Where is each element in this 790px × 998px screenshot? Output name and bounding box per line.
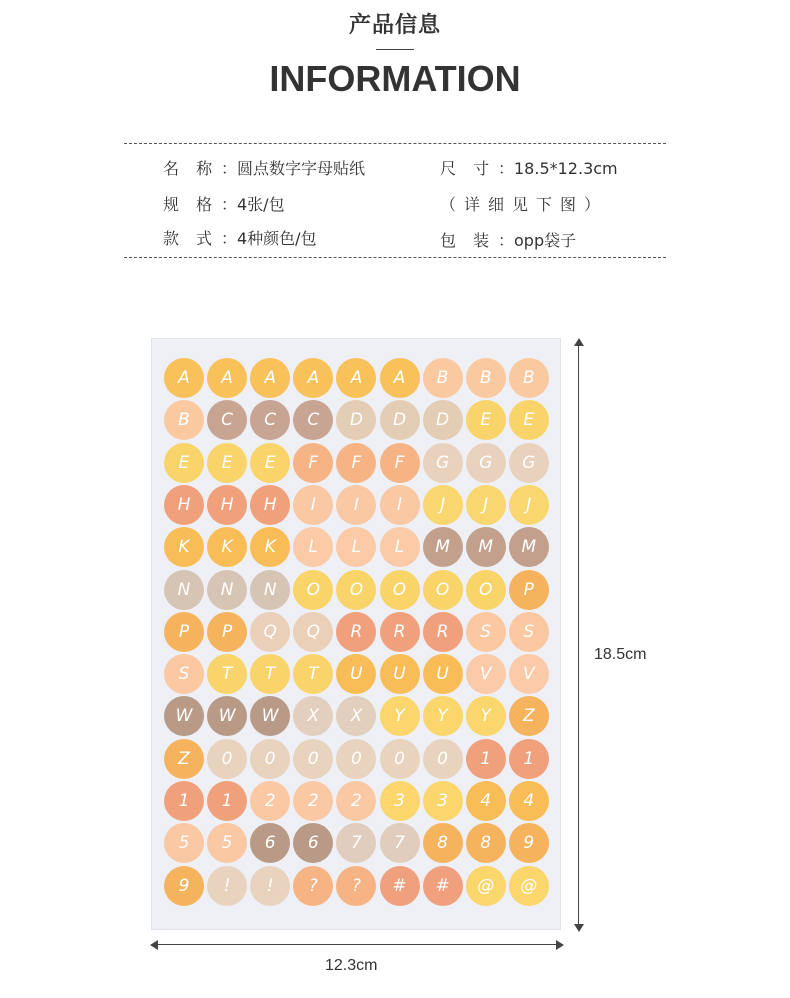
sticker-dot: O — [380, 570, 420, 610]
info-pack-row — [440, 228, 576, 251]
sticker-dot: I — [380, 485, 420, 525]
info-size-row — [440, 156, 618, 179]
sticker-dot: Y — [466, 696, 506, 736]
sticker-dot: C — [207, 400, 247, 440]
sticker-dot: 9 — [509, 823, 549, 863]
sticker-dot: 6 — [293, 823, 333, 863]
sticker-dot: L — [293, 527, 333, 567]
sticker-dot: O — [293, 570, 333, 610]
sticker-dot: T — [293, 654, 333, 694]
arrow-right-icon — [556, 940, 564, 950]
sticker-dot: 7 — [336, 823, 376, 863]
info-size-label: 尺 寸 — [440, 159, 496, 178]
sticker-dot: K — [164, 527, 204, 567]
sticker-dot: Q — [250, 612, 290, 652]
sticker-dot: S — [466, 612, 506, 652]
info-size-note: （详细见下图） — [440, 195, 609, 214]
sticker-dot: G — [509, 443, 549, 483]
sticker-dot: 2 — [336, 781, 376, 821]
sticker-dot: M — [509, 527, 549, 567]
sticker-dot: D — [336, 400, 376, 440]
sticker-dot: J — [423, 485, 463, 525]
sticker-dot: N — [164, 570, 204, 610]
sticker-dot: B — [164, 400, 204, 440]
sticker-dot: I — [336, 485, 376, 525]
sticker-dot: Y — [423, 696, 463, 736]
sticker-dot: B — [466, 358, 506, 398]
sticker-dot: R — [423, 612, 463, 652]
sticker-dot: C — [293, 400, 333, 440]
sticker-dot: B — [509, 358, 549, 398]
sticker-sheet — [151, 338, 561, 930]
sticker-dot: D — [380, 400, 420, 440]
sticker-dot: # — [380, 866, 420, 906]
sticker-dot: W — [250, 696, 290, 736]
info-style-label: 款 式 — [163, 229, 219, 248]
sticker-dot: B — [423, 358, 463, 398]
sticker-dot: 8 — [466, 823, 506, 863]
sticker-dot: 6 — [250, 823, 290, 863]
sticker-dot: V — [466, 654, 506, 694]
sticker-dot: 5 — [164, 823, 204, 863]
arrow-down-icon — [574, 924, 584, 932]
sticker-dot: N — [207, 570, 247, 610]
sticker-dot: O — [336, 570, 376, 610]
sticker-dot: J — [466, 485, 506, 525]
sticker-dot: P — [164, 612, 204, 652]
sticker-dot: G — [423, 443, 463, 483]
sticker-dot: I — [293, 485, 333, 525]
sticker-dot: 1 — [509, 739, 549, 779]
sticker-dot: U — [380, 654, 420, 694]
sticker-dot: P — [509, 570, 549, 610]
sticker-dot: ! — [250, 866, 290, 906]
sticker-dot: V — [509, 654, 549, 694]
sticker-dot: F — [293, 443, 333, 483]
sticker-dot: ! — [207, 866, 247, 906]
section-title-cn: 产品信息 — [348, 13, 441, 38]
sticker-dot: M — [423, 527, 463, 567]
width-dimension-line — [156, 944, 559, 945]
sticker-dot: W — [207, 696, 247, 736]
info-spec-row — [163, 192, 285, 215]
sticker-dot: 2 — [293, 781, 333, 821]
sticker-dot: K — [250, 527, 290, 567]
height-dimension-line — [578, 344, 579, 926]
sticker-dot: A — [336, 358, 376, 398]
colon: ： — [221, 159, 238, 178]
height-dimension-label: 18.5cm — [594, 646, 647, 663]
sticker-dot: T — [207, 654, 247, 694]
info-pack-value: opp袋子 — [514, 231, 577, 250]
sticker-dot: U — [423, 654, 463, 694]
colon: ： — [498, 159, 515, 178]
width-dimension-label: 12.3cm — [325, 957, 378, 974]
sticker-dot: @ — [509, 866, 549, 906]
sticker-dot: N — [250, 570, 290, 610]
sticker-dot: S — [509, 612, 549, 652]
sticker-dot: @ — [466, 866, 506, 906]
info-pack-label: 包 装 — [440, 231, 496, 250]
sticker-dot: 0 — [250, 739, 290, 779]
sticker-dot: A — [293, 358, 333, 398]
sticker-dot: 4 — [466, 781, 506, 821]
sticker-dot: # — [423, 866, 463, 906]
sticker-dot: ? — [293, 866, 333, 906]
sticker-dot: 2 — [250, 781, 290, 821]
sticker-dot: C — [250, 400, 290, 440]
arrow-up-icon — [574, 338, 584, 346]
sticker-dot: E — [509, 400, 549, 440]
sticker-dot: R — [336, 612, 376, 652]
sticker-dot: 1 — [466, 739, 506, 779]
sticker-dot: 0 — [293, 739, 333, 779]
sticker-dot: A — [164, 358, 204, 398]
sticker-dot: 0 — [423, 739, 463, 779]
sticker-dot: 8 — [423, 823, 463, 863]
sticker-dot: 5 — [207, 823, 247, 863]
sticker-dot: Z — [164, 739, 204, 779]
sticker-dot: R — [380, 612, 420, 652]
arrow-left-icon — [150, 940, 158, 950]
sticker-dot: 1 — [207, 781, 247, 821]
sticker-dot: O — [423, 570, 463, 610]
sticker-dot: A — [380, 358, 420, 398]
sticker-dot: X — [293, 696, 333, 736]
sticker-dot: P — [207, 612, 247, 652]
info-name-row — [163, 156, 365, 179]
title-divider — [376, 49, 414, 50]
colon: ： — [221, 195, 238, 214]
sticker-dot: 1 — [164, 781, 204, 821]
sticker-dot: L — [336, 527, 376, 567]
sticker-dot: T — [250, 654, 290, 694]
sticker-dot: W — [164, 696, 204, 736]
sticker-dot: E — [466, 400, 506, 440]
sticker-dot: G — [466, 443, 506, 483]
sticker-dot: U — [336, 654, 376, 694]
sticker-dot: 7 — [380, 823, 420, 863]
sticker-dot: A — [250, 358, 290, 398]
sticker-dot: 0 — [380, 739, 420, 779]
sticker-dot: H — [164, 485, 204, 525]
info-size-value: 18.5*12.3cm — [514, 159, 618, 178]
colon: ： — [221, 229, 238, 248]
info-spec-value: 4张/包 — [237, 195, 285, 214]
sticker-dot: K — [207, 527, 247, 567]
sticker-dot: H — [207, 485, 247, 525]
sticker-dot: S — [164, 654, 204, 694]
sticker-dot: E — [207, 443, 247, 483]
sticker-dot: 9 — [164, 866, 204, 906]
info-style-row — [163, 226, 317, 249]
sticker-dot: Q — [293, 612, 333, 652]
sticker-dot: 3 — [423, 781, 463, 821]
sticker-dot: J — [509, 485, 549, 525]
sticker-dot: 3 — [380, 781, 420, 821]
top-dashed-rule — [124, 143, 666, 144]
sticker-dot: Z — [509, 696, 549, 736]
section-title-en: INFORMATION — [269, 58, 521, 99]
colon: ： — [498, 231, 515, 250]
sticker-dot: F — [380, 443, 420, 483]
sticker-dot: L — [380, 527, 420, 567]
sticker-dot: M — [466, 527, 506, 567]
sticker-dot: ? — [336, 866, 376, 906]
info-name-value: 圆点数字字母贴纸 — [237, 159, 366, 178]
sticker-dot: O — [466, 570, 506, 610]
sticker-dot: X — [336, 696, 376, 736]
info-name-label: 名 称 — [163, 159, 219, 178]
bottom-dashed-rule — [124, 257, 666, 258]
sticker-dot: 0 — [207, 739, 247, 779]
sticker-dot: 4 — [509, 781, 549, 821]
sticker-dot: E — [164, 443, 204, 483]
sticker-dot: E — [250, 443, 290, 483]
sticker-dot: Y — [380, 696, 420, 736]
sticker-dot: F — [336, 443, 376, 483]
sticker-dot: H — [250, 485, 290, 525]
info-spec-label: 规 格 — [163, 195, 219, 214]
info-style-value: 4种颜色/包 — [237, 229, 317, 248]
sticker-dot: A — [207, 358, 247, 398]
sticker-dot: 0 — [336, 739, 376, 779]
sticker-dot: D — [423, 400, 463, 440]
